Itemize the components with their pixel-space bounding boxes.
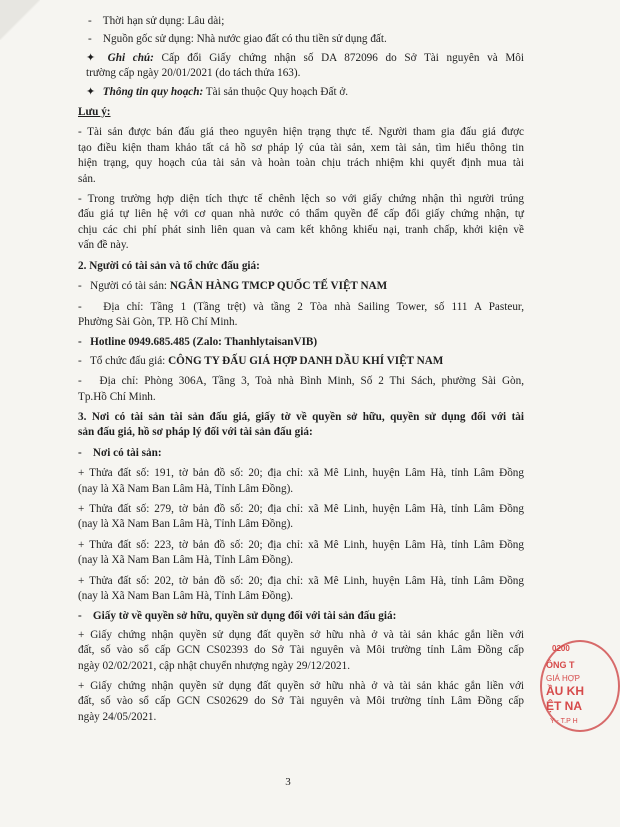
term-of-use-line xyxy=(78,14,524,29)
dash-bullet: - xyxy=(88,15,92,27)
document-body xyxy=(78,14,524,725)
owner-label: Người có tài sản: xyxy=(90,280,170,293)
section-3-heading-line-1: 3. Nơi có tài sản tài sản đấu giá, giấy tờ về quyền sở hữu, quyền sử dụng đối với tài xyxy=(78,410,524,423)
paragraph-1-line-1: - Tài sản được bán đấu giá theo nguyên hiện trạng thực tế. Người tham gia đấu giá được xyxy=(78,126,524,139)
plot-191-line-1: + Thửa đất số: 191, tờ bản đồ số: 20; địa chỉ: xã Mê Linh, huyện Lâm Hà, tỉnh Lâm Đồng xyxy=(78,467,524,480)
planning-info-label: Thông tin quy hoạch: xyxy=(102,85,204,98)
auction-org-line xyxy=(78,354,524,369)
org-address-text: Địa chỉ: Phòng 306A, Tầng 3, Toà nhà Bình Minh, Số 2 Thi Sách, phường Sài Gòn, xyxy=(99,375,525,388)
auction-org-label: Tổ chức đấu giá: xyxy=(89,354,169,367)
owner-address-text: Địa chỉ: Tầng 1 (Tầng trệt) và tầng 2 Tòa nhà Sailing Tower, số 111 A Pasteur, xyxy=(103,300,524,313)
paragraph-2-line-4: vấn đề này. xyxy=(78,239,129,252)
owner-address-line-1 xyxy=(78,300,524,315)
seal-text-5: ỆT NA xyxy=(546,699,582,713)
auction-org-name: CÔNG TY ĐẤU GIÁ HỢP DANH DẦU KHÍ VIỆT NAM xyxy=(168,354,444,367)
paragraph-1-line-2: tạo điều kiện tham khảo tất cả hồ sơ pháp lý của tài sản, xem tài sản, tìm hiểu thông tin xyxy=(78,141,524,154)
origin-of-use-line xyxy=(78,32,524,47)
seal-text-1: 0200 xyxy=(552,644,570,653)
page-corner-fold xyxy=(0,0,40,40)
documents-heading xyxy=(78,609,524,624)
paragraph-1-line-4: sản. xyxy=(78,172,96,185)
documents-heading-text: Giấy tờ về quyền sở hữu, quyền sử dụng đối với tài sản đấu giá: xyxy=(92,610,397,623)
note-text-continued: trường cấp ngày 20/01/2021 (do tách thửa 163). xyxy=(86,67,301,80)
plot-223-line-2: (nay là Xã Nam Ban Lâm Hà, Tỉnh Lâm Đồng). xyxy=(78,554,294,567)
note-label: Ghi chú: xyxy=(107,51,154,64)
planning-info-line xyxy=(78,85,524,100)
dash-bullet: - xyxy=(78,300,82,313)
owner-name: NGÂN HÀNG TMCP QUỐC TẾ VIỆT NAM xyxy=(169,280,388,293)
seal-text-3: GIÁ HỢP xyxy=(546,674,580,683)
certificate-1-line-3: ngày 02/02/2021, cập nhật chuyển nhượng ngày 29/12/2021. xyxy=(78,659,351,672)
paragraph-2-line-1: - Trong trường hợp diện tích thực tế chênh lệch so với giấy chứng nhận thì người trúng xyxy=(78,193,524,206)
dash-bullet: - xyxy=(78,375,82,388)
paragraph-2-line-3: chịu các chi phí phát sinh liên quan và cam kết không khiếu nại, tranh chấp, khởi kiện về xyxy=(78,223,524,236)
seal-text-6: Y - T.P H xyxy=(550,718,578,725)
certificate-1-line-2: đất, số vào sổ cấp GCN CS02393 do Sở Tài nguyên và Môi trường tỉnh Lâm Đồng cấp xyxy=(78,644,524,657)
location-heading-text: Nơi có tài sản: xyxy=(92,446,162,459)
certificate-2-line-3: ngày 24/05/2021. xyxy=(78,710,157,723)
plot-279-line-1: + Thửa đất số: 279, tờ bản đồ số: 20; địa chỉ: xã Mê Linh, huyện Lâm Hà, tỉnh Lâm Đồng xyxy=(78,502,524,515)
paragraph-2-line-2: đấu giá tự liên hệ với cơ quan nhà nước có thẩm quyền để cấp đổi giấy chứng nhận, tự xyxy=(78,208,524,221)
planning-info-text: Tài sản thuộc Quy hoạch Đất ở. xyxy=(203,85,349,98)
section-2-heading: 2. Người có tài sản và tổ chức đấu giá: xyxy=(78,259,260,272)
org-address-line-2: Tp.Hồ Chí Minh. xyxy=(78,390,156,403)
plot-191-line-2: (nay là Xã Nam Ban Lâm Hà, Tỉnh Lâm Đồng). xyxy=(78,482,294,495)
origin-of-use-text: Nguồn gốc sử dụng: Nhà nước giao đất có thu tiền sử dụng đất. xyxy=(102,33,387,46)
seal-text-4: ẦU KH xyxy=(546,684,584,698)
plot-223-line-1: + Thửa đất số: 223, tờ bản đồ số: 20; địa chỉ: xã Mê Linh, huyện Lâm Hà, tỉnh Lâm Đồng xyxy=(78,538,524,551)
plot-202-line-2: (nay là Xã Nam Ban Lâm Hà, Tỉnh Lâm Đồng). xyxy=(78,590,294,602)
dash-bullet: - xyxy=(78,354,82,367)
term-of-use-text: Thời hạn sử dụng: Lâu dài; xyxy=(102,15,225,27)
owner-address-line-2: Phường Sài Gòn, TP. Hồ Chí Minh. xyxy=(78,315,238,328)
page-number: 3 xyxy=(285,776,291,788)
certificate-2-line-2: đất, số vào sổ cấp GCN CS02629 do Sở Tài nguyên và Môi trường tỉnh Lâm Đồng cấp xyxy=(78,695,524,708)
dash-bullet: - xyxy=(78,610,82,623)
plot-279-line-2: (nay là Xã Nam Ban Lâm Hà, Tỉnh Lâm Đồng). xyxy=(78,518,294,531)
dash-bullet: - xyxy=(78,280,82,293)
seal-text-2: ÔNG T xyxy=(546,660,575,670)
paragraph-1-line-3: hiện trạng, quy hoạch của tài sản và hoàn toàn chịu trách nhiệm khi quyết định mua tài xyxy=(78,157,524,170)
diamond-bullet-icon: ✦ xyxy=(86,51,96,64)
hotline-line xyxy=(78,335,524,350)
note-line xyxy=(78,51,524,66)
org-address-line-1 xyxy=(78,374,524,389)
diamond-bullet-icon: ✦ xyxy=(86,85,96,98)
plot-202-line-1: + Thửa đất số: 202, tờ bản đồ số: 20; địa chỉ: xã Mê Linh, huyện Lâm Hà, tỉnh Lâm Đồng xyxy=(78,574,524,587)
hotline-text: Hotline 0949.685.485 (Zalo: ThanhlytaisanVIB) xyxy=(90,336,318,349)
dash-bullet: - xyxy=(78,336,82,349)
owner-line xyxy=(78,279,524,294)
dash-bullet: - xyxy=(88,33,92,46)
note-text: Cấp đổi Giấy chứng nhận số DA 872096 do Sở Tài nguyên và Môi xyxy=(153,51,525,64)
certificate-2-line-1: + Giấy chứng nhận quyền sử dụng đất quyền sở hữu nhà ở và tài sản khác gắn liền với xyxy=(78,680,524,693)
certificate-1-line-1: + Giấy chứng nhận quyền sử dụng đất quyền sở hữu nhà ở và tài sản khác gắn liền với xyxy=(78,628,524,641)
dash-bullet: - xyxy=(78,446,82,459)
company-seal-stamp xyxy=(540,640,610,732)
note-heading: Lưu ý: xyxy=(78,106,111,119)
section-3-heading-line-2: sản đấu giá, hồ sơ pháp lý đối với tài sản đấu giá: xyxy=(78,426,313,439)
location-heading xyxy=(78,446,524,461)
